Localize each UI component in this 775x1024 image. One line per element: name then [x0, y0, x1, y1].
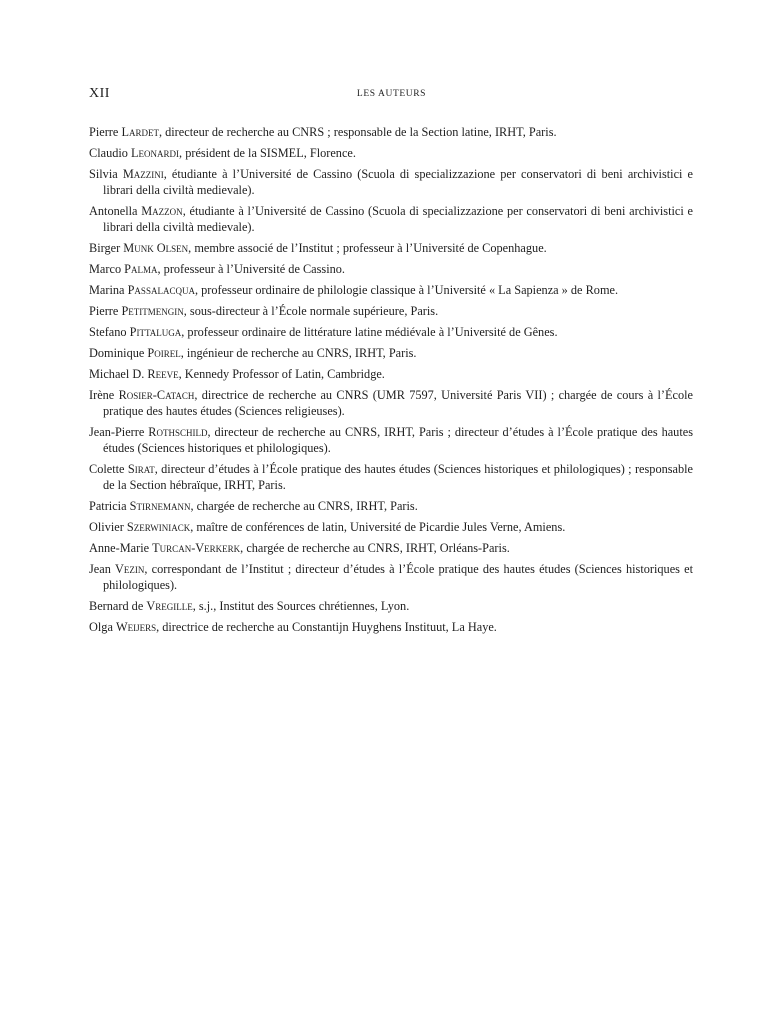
author-description: , s.j., Institut des Sources chrétiennes, Lyon.: [192, 599, 410, 613]
author-first-name: Pierre: [89, 125, 119, 139]
author-last-name: Passalacqua: [127, 283, 195, 297]
author-last-name: Rosier-Catach: [118, 388, 195, 402]
author-first-name: Birger: [89, 241, 121, 255]
author-first-name: Antonella: [89, 204, 138, 218]
running-title: LES AUTEURS: [356, 89, 427, 99]
author-description: , étudiante à l’Université de Cassino (Scuola di specializzazione per conservatori di beni archivistici e librari della civiltà medievale).: [103, 167, 694, 197]
author-entry: [89, 203, 693, 235]
author-entry: [89, 387, 693, 419]
author-list: [89, 124, 693, 640]
author-entry: [89, 345, 693, 361]
author-first-name: Silvia: [89, 167, 118, 181]
author-entry: [89, 303, 693, 319]
author-description: , président de la SISMEL, Florence.: [179, 146, 356, 160]
author-description: , chargée de recherche au CNRS, IRHT, Orléans-Paris.: [240, 541, 510, 555]
author-last-name: Vezin: [115, 562, 145, 576]
author-first-name: Jean: [89, 562, 111, 576]
author-description: , professeur ordinaire de philologie classique à l’Université « La Sapienza » de Rome.: [194, 283, 619, 297]
author-first-name: Anne-Marie: [89, 541, 150, 555]
author-first-name: Jean-Pierre: [89, 425, 145, 439]
author-last-name: Vregille: [146, 599, 193, 613]
author-entry: [89, 282, 693, 298]
author-description: , étudiante à l’Université de Cassino (Scuola di specializzazione per conservatori di beni archivistici e librari della civiltà medievale).: [103, 204, 693, 234]
author-description: , professeur à l’Université de Cassino.: [157, 262, 345, 276]
author-first-name: Marina: [89, 283, 125, 297]
author-description: , directrice de recherche au Constantijn Huyghens Instituut, La Haye.: [156, 620, 497, 634]
author-description: , directeur de recherche au CNRS, IRHT, Paris ; directeur d’études à l’École pratique des hautes études (Sciences historiques et philologiques).: [103, 425, 693, 455]
author-description: , directeur d’études à l’École pratique des hautes études (Sciences historiques et philologiques) ; responsable de la Section hébraïque, IRHT, Paris.: [103, 462, 694, 492]
author-entry: [89, 145, 693, 161]
author-last-name: Pittaluga: [129, 325, 182, 339]
author-entry: [89, 366, 693, 382]
author-last-name: Reeve: [147, 367, 179, 381]
author-last-name: Mazzini: [122, 167, 164, 181]
author-last-name: Petitmengin: [121, 304, 184, 318]
author-description: , directrice de recherche au CNRS (UMR 7597, Université Paris VII) ; chargée de cours à l’École pratique des hautes études (Sciences religieuses).: [103, 388, 693, 418]
author-last-name: Rothschild: [148, 425, 208, 439]
author-description: , maître de conférences de latin, Université de Picardie Jules Verne, Amiens.: [190, 520, 566, 534]
author-description: , chargée de recherche au CNRS, IRHT, Paris.: [190, 499, 418, 513]
author-description: , correspondant de l’Institut ; directeur d’études à l’École pratique des hautes études (Sciences historiques et philologiques).: [103, 562, 693, 592]
author-last-name: Mazzon: [141, 204, 183, 218]
author-entry: [89, 519, 693, 535]
author-last-name: Munk Olsen: [123, 241, 189, 255]
author-entry: [89, 561, 693, 593]
author-last-name: Stirnemann: [129, 499, 191, 513]
author-description: , sous-directeur à l’École normale supérieure, Paris.: [183, 304, 439, 318]
author-first-name: Marco: [89, 262, 122, 276]
author-last-name: Turcan-Verkerk: [152, 541, 241, 555]
author-last-name: Szerwiniack: [126, 520, 191, 534]
author-first-name: Olga: [89, 620, 113, 634]
author-entry: [89, 540, 693, 556]
author-entry: [89, 166, 693, 198]
author-entry: [89, 498, 693, 514]
author-entry: [89, 261, 693, 277]
author-description: , ingénieur de recherche au CNRS, IRHT, Paris.: [180, 346, 417, 360]
author-description: , membre associé de l’Institut ; professeur à l’Université de Copenhague.: [188, 241, 547, 255]
author-description: , Kennedy Professor of Latin, Cambridge.: [178, 367, 385, 381]
author-description: , professeur ordinaire de littérature latine médiévale à l’Université de Gênes.: [181, 325, 558, 339]
author-entry: [89, 324, 693, 340]
author-first-name: Patricia: [89, 499, 127, 513]
author-first-name: Pierre: [89, 304, 119, 318]
author-entry: [89, 424, 693, 456]
author-last-name: Leonardi: [131, 146, 180, 160]
author-first-name: Olivier: [89, 520, 124, 534]
author-first-name: Dominique: [89, 346, 145, 360]
author-entry: [89, 461, 693, 493]
author-first-name: Bernard de: [89, 599, 144, 613]
author-last-name: Palma: [124, 262, 158, 276]
author-last-name: Poirel: [147, 346, 181, 360]
author-first-name: Stefano: [89, 325, 127, 339]
author-description: , directeur de recherche au CNRS ; responsable de la Section latine, IRHT, Paris.: [158, 125, 557, 139]
page-number: XII: [89, 86, 110, 101]
author-entry: [89, 240, 693, 256]
author-last-name: Weijers: [115, 620, 157, 634]
author-first-name: Irène: [89, 388, 115, 402]
author-first-name: Michael D.: [89, 367, 145, 381]
author-first-name: Colette: [89, 462, 125, 476]
author-entry: [89, 598, 693, 614]
author-first-name: Claudio: [89, 146, 128, 160]
author-entry: [89, 619, 693, 635]
author-entry: [89, 124, 693, 140]
author-last-name: Sirat: [127, 462, 155, 476]
author-last-name: Lardet: [121, 125, 159, 139]
